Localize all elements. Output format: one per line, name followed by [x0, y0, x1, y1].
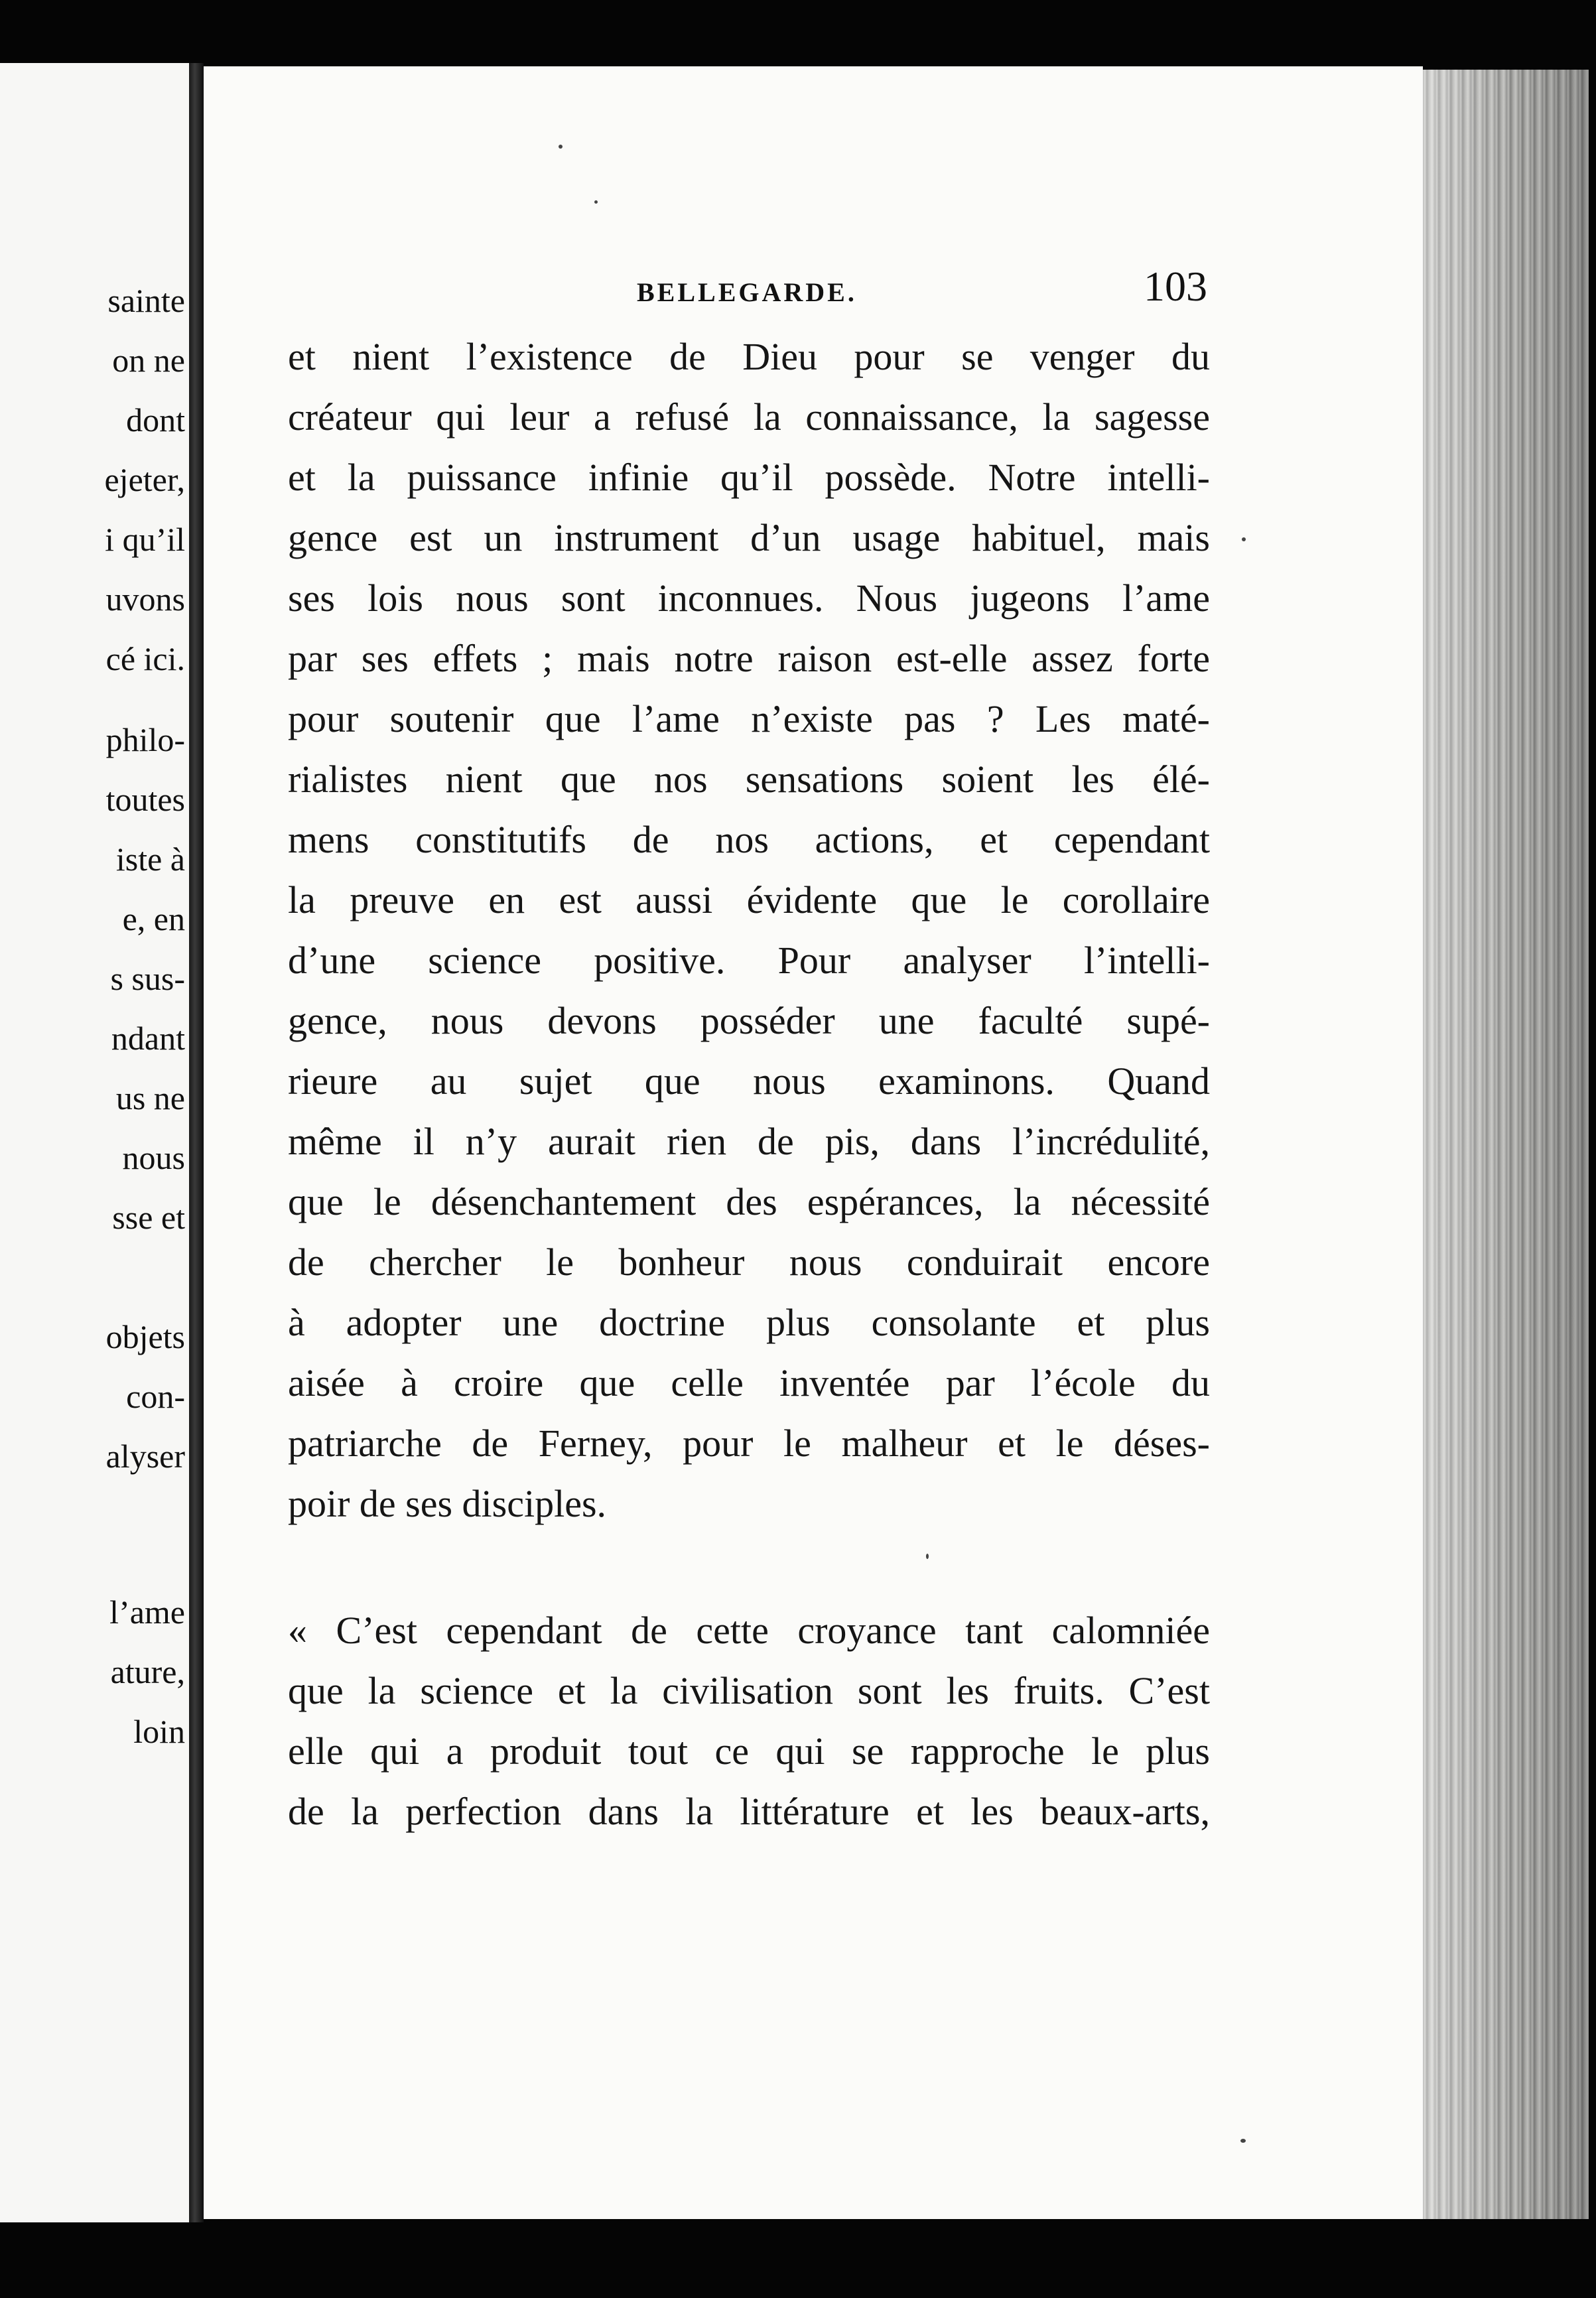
- paragraph-gap: [288, 1534, 1210, 1600]
- text-line: patriarche de Ferney, pour le malheur et le déses-: [288, 1422, 1210, 1465]
- text-line: ses lois nous sont inconnues. Nous jugeons l’ame: [288, 576, 1210, 620]
- print-speck: [926, 1554, 929, 1559]
- print-speck: [594, 200, 598, 204]
- text-line: gence, nous devons posséder une faculté supé-: [288, 999, 1210, 1042]
- left-page-fragment: con-: [126, 1378, 185, 1415]
- text-line: mens constitutifs de nos actions, et cependant: [288, 818, 1210, 861]
- text-line: de chercher le bonheur nous conduirait encore: [288, 1241, 1210, 1284]
- left-page-fragment: us ne: [115, 1079, 185, 1116]
- facing-page-left: [0, 63, 189, 2222]
- text-line: rialistes nient que nos sensations soient les élé-: [288, 758, 1210, 801]
- text-line: à adopter une doctrine plus consolante et plus: [288, 1301, 1210, 1344]
- text-line: créateur qui leur a refusé la connaissance, la sagesse: [288, 395, 1210, 439]
- body-text: [288, 326, 1210, 1842]
- text-line: pour soutenir que l’ame n’existe pas ? Les maté-: [288, 697, 1210, 740]
- text-line: que la science et la civilisation sont les fruits. C’est: [288, 1669, 1210, 1712]
- page-edges: [1423, 70, 1589, 2219]
- left-page-fragment: sainte: [107, 282, 185, 319]
- left-page-fragment: on ne: [112, 342, 185, 379]
- left-page-fragment: loin: [133, 1713, 185, 1750]
- print-speck: [1240, 2139, 1246, 2143]
- text-line: de la perfection dans la littérature et les beaux-arts,: [288, 1790, 1210, 1833]
- left-page-fragment: ndant: [111, 1020, 185, 1057]
- paragraph: [288, 1600, 1210, 1842]
- text-line: elle qui a produit tout ce qui se rapproche le plus: [288, 1729, 1210, 1773]
- left-page-fragment: l’ame: [109, 1593, 185, 1631]
- text-line: et nient l’existence de Dieu pour se venger du: [288, 335, 1210, 378]
- left-page-fragment: nous: [122, 1139, 185, 1176]
- left-page-fragment: sse et: [112, 1199, 185, 1236]
- page-header: [285, 262, 1207, 322]
- text-line: que le désenchantement des espérances, la nécessité: [288, 1180, 1210, 1223]
- left-page-fragment: i qu’il: [105, 521, 185, 558]
- text-line: d’une science positive. Pour analyser l’intelli-: [288, 939, 1210, 982]
- text-line: gence est un instrument d’un usage habituel, mais: [288, 516, 1210, 559]
- print-speck: [559, 145, 563, 149]
- left-page-fragment: e, en: [122, 900, 185, 937]
- text-line: la preuve en est aussi évidente que le corollaire: [288, 878, 1210, 921]
- page-number: 103: [1144, 263, 1207, 310]
- paragraph: [288, 326, 1210, 1534]
- left-page-fragment: ejeter,: [104, 461, 185, 498]
- text-line: et la puissance infinie qu’il possède. Notre intelli-: [288, 456, 1210, 499]
- left-page-fragment: objets: [105, 1318, 185, 1355]
- left-page-fragment: uvons: [105, 580, 185, 618]
- book-gutter: [189, 63, 204, 2222]
- left-page-fragment: dont: [126, 401, 185, 439]
- text-line: même il n’y aurait rien de pis, dans l’incrédulité,: [288, 1120, 1210, 1163]
- running-head: BELLEGARDE.: [637, 277, 857, 307]
- left-page-fragment: s sus-: [110, 960, 185, 997]
- left-page-fragment: cé ici.: [105, 640, 185, 677]
- text-line: par ses effets ; mais notre raison est-elle assez forte: [288, 637, 1210, 680]
- text-line: aisée à croire que celle inventée par l’école du: [288, 1361, 1210, 1404]
- text-line: poir de ses disciples.: [288, 1482, 607, 1525]
- print-speck: [1242, 537, 1246, 541]
- left-page-fragment: iste à: [115, 841, 185, 878]
- text-line: rieure au sujet que nous examinons. Quand: [288, 1059, 1210, 1103]
- left-page-fragment: toutes: [105, 781, 185, 818]
- left-page-fragment: alyser: [105, 1438, 185, 1475]
- left-page-fragment: ature,: [110, 1653, 185, 1690]
- text-line: « C’est cependant de cette croyance tant calomniée: [288, 1609, 1210, 1652]
- left-page-fragment: philo-: [105, 721, 185, 758]
